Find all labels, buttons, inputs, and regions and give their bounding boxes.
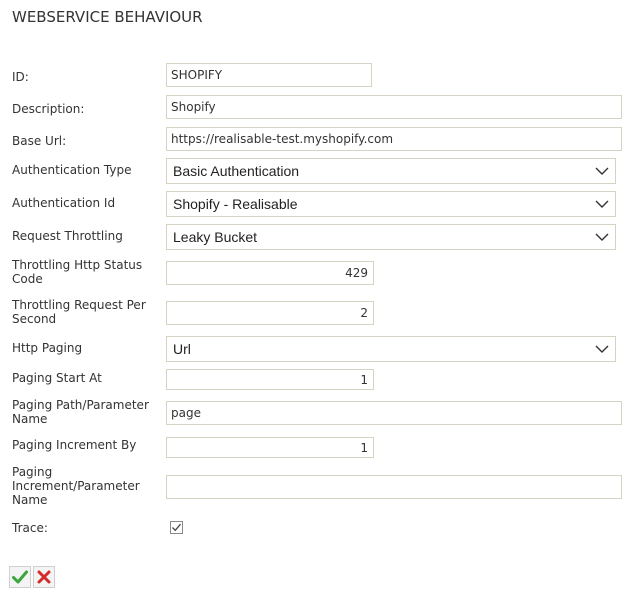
trace-checkbox[interactable] xyxy=(170,521,183,534)
check-icon xyxy=(171,522,182,533)
paging-inc-param-label-line3: Name xyxy=(12,493,48,507)
http-paging-value: Url xyxy=(173,341,191,357)
auth-type-value: Basic Authentication xyxy=(173,163,300,179)
chevron-down-icon xyxy=(595,337,609,361)
paging-inc-param-input[interactable] xyxy=(166,475,622,499)
cancel-button[interactable] xyxy=(33,566,55,588)
chevron-down-icon xyxy=(595,159,609,183)
auth-id-value: Shopify - Realisable xyxy=(173,196,298,212)
request-throttling-label: Request Throttling xyxy=(12,229,123,243)
throttle-per-sec-input[interactable]: 2 xyxy=(166,301,374,325)
paging-start-input[interactable]: 1 xyxy=(166,369,374,390)
close-icon xyxy=(34,567,54,587)
paging-param-label-line2: Name xyxy=(12,412,48,426)
chevron-down-icon xyxy=(595,192,609,216)
check-icon xyxy=(10,567,30,587)
paging-param-label-line1: Paging Path/Parameter xyxy=(12,398,149,412)
auth-id-select[interactable] xyxy=(166,191,616,217)
save-button[interactable] xyxy=(9,566,31,588)
paging-start-label: Paging Start At xyxy=(12,371,102,385)
throttle-per-sec-label xyxy=(12,298,160,326)
paging-param-input[interactable]: page xyxy=(166,401,622,425)
auth-type-select[interactable] xyxy=(166,158,616,184)
trace-label: Trace: xyxy=(12,521,48,535)
auth-id-label: Authentication Id xyxy=(12,196,116,210)
paging-inc-param-label xyxy=(12,465,160,507)
throttle-per-sec-label-line2: Second xyxy=(12,312,57,326)
paging-increment-label: Paging Increment By xyxy=(12,438,137,452)
chevron-down-icon xyxy=(595,225,609,249)
request-throttling-select[interactable] xyxy=(166,224,616,250)
paging-increment-input[interactable]: 1 xyxy=(166,437,374,458)
http-paging-select[interactable] xyxy=(166,336,616,362)
throttle-per-sec-label-line1: Throttling Request Per xyxy=(12,298,146,312)
paging-inc-param-label-line2: Increment/Parameter xyxy=(12,479,140,493)
throttle-status-label xyxy=(12,258,160,286)
paging-param-label xyxy=(12,398,160,426)
throttle-status-label-line1: Throttling Http Status xyxy=(12,258,143,272)
id-input[interactable]: SHOPIFY xyxy=(166,63,372,87)
throttle-status-input[interactable]: 429 xyxy=(166,261,374,285)
http-paging-label: Http Paging xyxy=(12,341,83,355)
page-title: WEBSERVICE BEHAVIOUR xyxy=(12,8,203,26)
id-label: ID: xyxy=(12,70,29,84)
paging-inc-param-label-line1: Paging xyxy=(12,465,53,479)
description-input[interactable]: Shopify xyxy=(166,95,622,119)
description-label: Description: xyxy=(12,102,85,116)
base-url-label: Base Url: xyxy=(12,134,67,148)
auth-type-label: Authentication Type xyxy=(12,163,132,177)
base-url-input[interactable]: https://realisable-test.myshopify.com xyxy=(166,127,622,151)
request-throttling-value: Leaky Bucket xyxy=(173,229,258,245)
throttle-status-label-line2: Code xyxy=(12,272,43,286)
